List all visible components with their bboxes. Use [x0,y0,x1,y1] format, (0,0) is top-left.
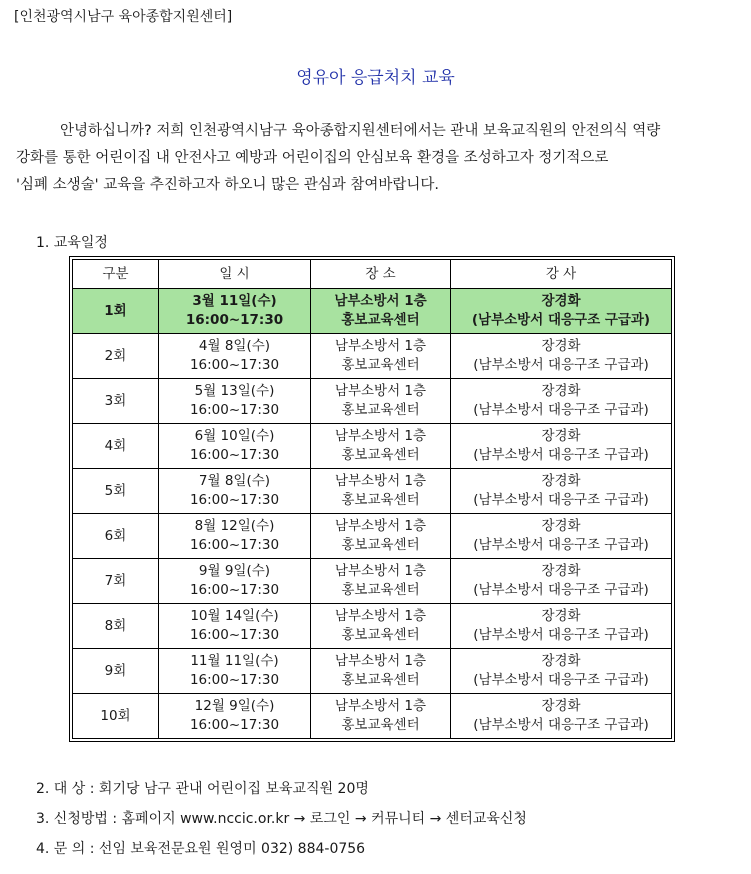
table-row [73,604,672,649]
instructor-name: 장경화 [541,608,581,624]
place-cell [311,514,451,559]
session-date: 4월 8일(수) [198,338,271,354]
contact-line: 4. 문 의 : 선임 보육전문요원 원영미 032) 884-0756 [36,841,366,857]
session-cell [73,604,159,649]
session-time: 16:00~17:30 [189,492,280,508]
session-cell [73,334,159,379]
place-room: 홍보교육센터 [341,537,420,553]
instructor-name: 장경화 [541,428,581,444]
place-building: 남부소방서 1층 [334,293,427,309]
instructor-cell [451,514,672,559]
instructor-cell [451,379,672,424]
place-room: 홍보교육센터 [341,492,420,508]
instructor-cell [451,559,672,604]
session-number: 4회 [104,437,127,454]
schedule-table-frame [69,256,675,742]
session-cell [73,514,159,559]
table-row [73,379,672,424]
intro-paragraph [16,118,738,199]
place-building: 남부소방서 1층 [334,518,427,534]
place-room: 홍보교육센터 [341,447,420,463]
place-cell [311,289,451,334]
instructor-dept: (남부소방서 대응구조 구급과) [473,717,649,733]
place-building: 남부소방서 1층 [334,383,427,399]
instructor-dept: (남부소방서 대응구조 구급과) [473,492,649,508]
session-time: 16:00~17:30 [189,672,280,688]
session-time: 16:00~17:30 [189,582,280,598]
session-date: 8월 12일(수) [194,518,275,534]
instructor-dept: (남부소방서 대응구조 구급과) [473,627,649,643]
place-cell [311,649,451,694]
intro-line-1: 안녕하십니까? 저희 인천광역시남구 육아종합지원센터에서는 관내 보육교직원의 안전의식 역량 [60,123,661,139]
place-room: 홍보교육센터 [341,627,420,643]
apply-method-line: 3. 신청방법 : 홈페이지 www.nccic.or.kr → 로그인 → 커뮤니티 → 센터교육신청 [36,811,527,827]
place-cell [311,334,451,379]
session-time: 16:00~17:30 [189,627,280,643]
place-building: 남부소방서 1층 [334,473,427,489]
session-number: 10회 [100,707,131,724]
instructor-cell [451,604,672,649]
instructor-cell [451,424,672,469]
datetime-cell [159,649,311,694]
place-cell [311,559,451,604]
datetime-cell [159,334,311,379]
session-time: 16:00~17:30 [189,717,280,733]
session-time: 16:00~17:30 [189,447,280,463]
session-number: 7회 [104,572,127,589]
place-room: 홍보교육센터 [341,582,420,598]
datetime-cell [159,514,311,559]
instructor-name: 장경화 [541,653,581,669]
instructor-cell [451,289,672,334]
header-place: 장 소 [311,260,451,289]
session-cell [73,649,159,694]
place-room: 홍보교육센터 [341,717,420,733]
place-cell [311,379,451,424]
session-cell [73,469,159,514]
table-row [73,424,672,469]
instructor-name: 장경화 [541,563,581,579]
instructor-cell [451,694,672,739]
table-row [73,694,672,739]
instructor-name: 장경화 [541,383,581,399]
session-time: 16:00~17:30 [189,402,280,418]
place-building: 남부소방서 1층 [334,338,427,354]
session-date: 6월 10일(수) [194,428,275,444]
instructor-name: 장경화 [541,293,581,309]
datetime-cell [159,694,311,739]
place-cell [311,469,451,514]
session-number: 5회 [104,482,127,499]
instructor-name: 장경화 [541,473,581,489]
place-building: 남부소방서 1층 [334,608,427,624]
session-time: 16:00~17:30 [189,357,280,373]
instructor-name: 장경화 [541,518,581,534]
table-row [73,559,672,604]
place-room: 홍보교육센터 [341,672,420,688]
table-row [73,289,672,334]
session-number: 9회 [104,662,127,679]
header-instructor: 강 사 [451,260,672,289]
intro-line-3: '심폐 소생술' 교육을 추진하고자 하오니 많은 관심과 참여바랍니다. [16,177,440,193]
organization-line: [인천광역시남구 육아종합지원센터] [14,9,233,25]
session-cell [73,379,159,424]
schedule-table [72,259,672,739]
session-cell [73,694,159,739]
place-building: 남부소방서 1층 [334,698,427,714]
intro-line-2: 강화를 통한 어린이집 내 안전사고 예방과 어린이집의 안심보육 환경을 조성하고자 정기적으로 [16,150,609,166]
table-body [73,289,672,739]
session-date: 9월 9일(수) [198,563,271,579]
header-session: 구분 [73,260,159,289]
table-row [73,514,672,559]
instructor-dept: (남부소방서 대응구조 구급과) [473,447,649,463]
session-date: 11월 11일(수) [190,653,279,669]
place-cell [311,424,451,469]
session-cell [73,289,159,334]
datetime-cell [159,604,311,649]
instructor-dept: (남부소방서 대응구조 구급과) [473,402,649,418]
instructor-dept: (남부소방서 대응구조 구급과) [473,672,649,688]
instructor-cell [451,649,672,694]
table-row [73,334,672,379]
place-room: 홍보교육센터 [341,312,420,328]
session-number: 1회 [104,302,127,319]
table-row [73,469,672,514]
instructor-name: 장경화 [541,698,581,714]
section-schedule-heading: 1. 교육일정 [36,235,108,251]
instructor-name: 장경화 [541,338,581,354]
session-time: 16:00~17:30 [189,537,280,553]
session-date: 10월 14일(수) [190,608,279,624]
place-building: 남부소방서 1층 [334,563,427,579]
instructor-cell [451,469,672,514]
datetime-cell [159,379,311,424]
session-number: 3회 [104,392,127,409]
session-cell [73,424,159,469]
table-header-row [73,260,672,289]
instructor-cell [451,334,672,379]
instructor-dept: (남부소방서 대응구조 구급과) [471,312,651,328]
session-date: 5월 13일(수) [194,383,275,399]
session-number: 8회 [104,617,127,634]
instructor-dept: (남부소방서 대응구조 구급과) [473,582,649,598]
instructor-dept: (남부소방서 대응구조 구급과) [473,537,649,553]
session-number: 6회 [104,527,127,544]
datetime-cell [159,424,311,469]
page-title: 영유아 응급처치 교육 [296,68,455,88]
header-datetime: 일 시 [159,260,311,289]
place-cell [311,604,451,649]
session-number: 2회 [104,347,127,364]
session-cell [73,559,159,604]
instructor-dept: (남부소방서 대응구조 구급과) [473,357,649,373]
target-line: 2. 대 상 : 회기당 남구 관내 어린이집 보육교직원 20명 [36,781,369,797]
place-building: 남부소방서 1층 [334,428,427,444]
table-row [73,649,672,694]
place-room: 홍보교육센터 [341,402,420,418]
session-date: 12월 9일(수) [194,698,275,714]
session-date: 3월 11일(수) [192,293,277,309]
session-time: 16:00~17:30 [185,312,284,328]
place-building: 남부소방서 1층 [334,653,427,669]
datetime-cell [159,559,311,604]
place-room: 홍보교육센터 [341,357,420,373]
place-cell [311,694,451,739]
datetime-cell [159,289,311,334]
datetime-cell [159,469,311,514]
session-date: 7월 8일(수) [198,473,271,489]
